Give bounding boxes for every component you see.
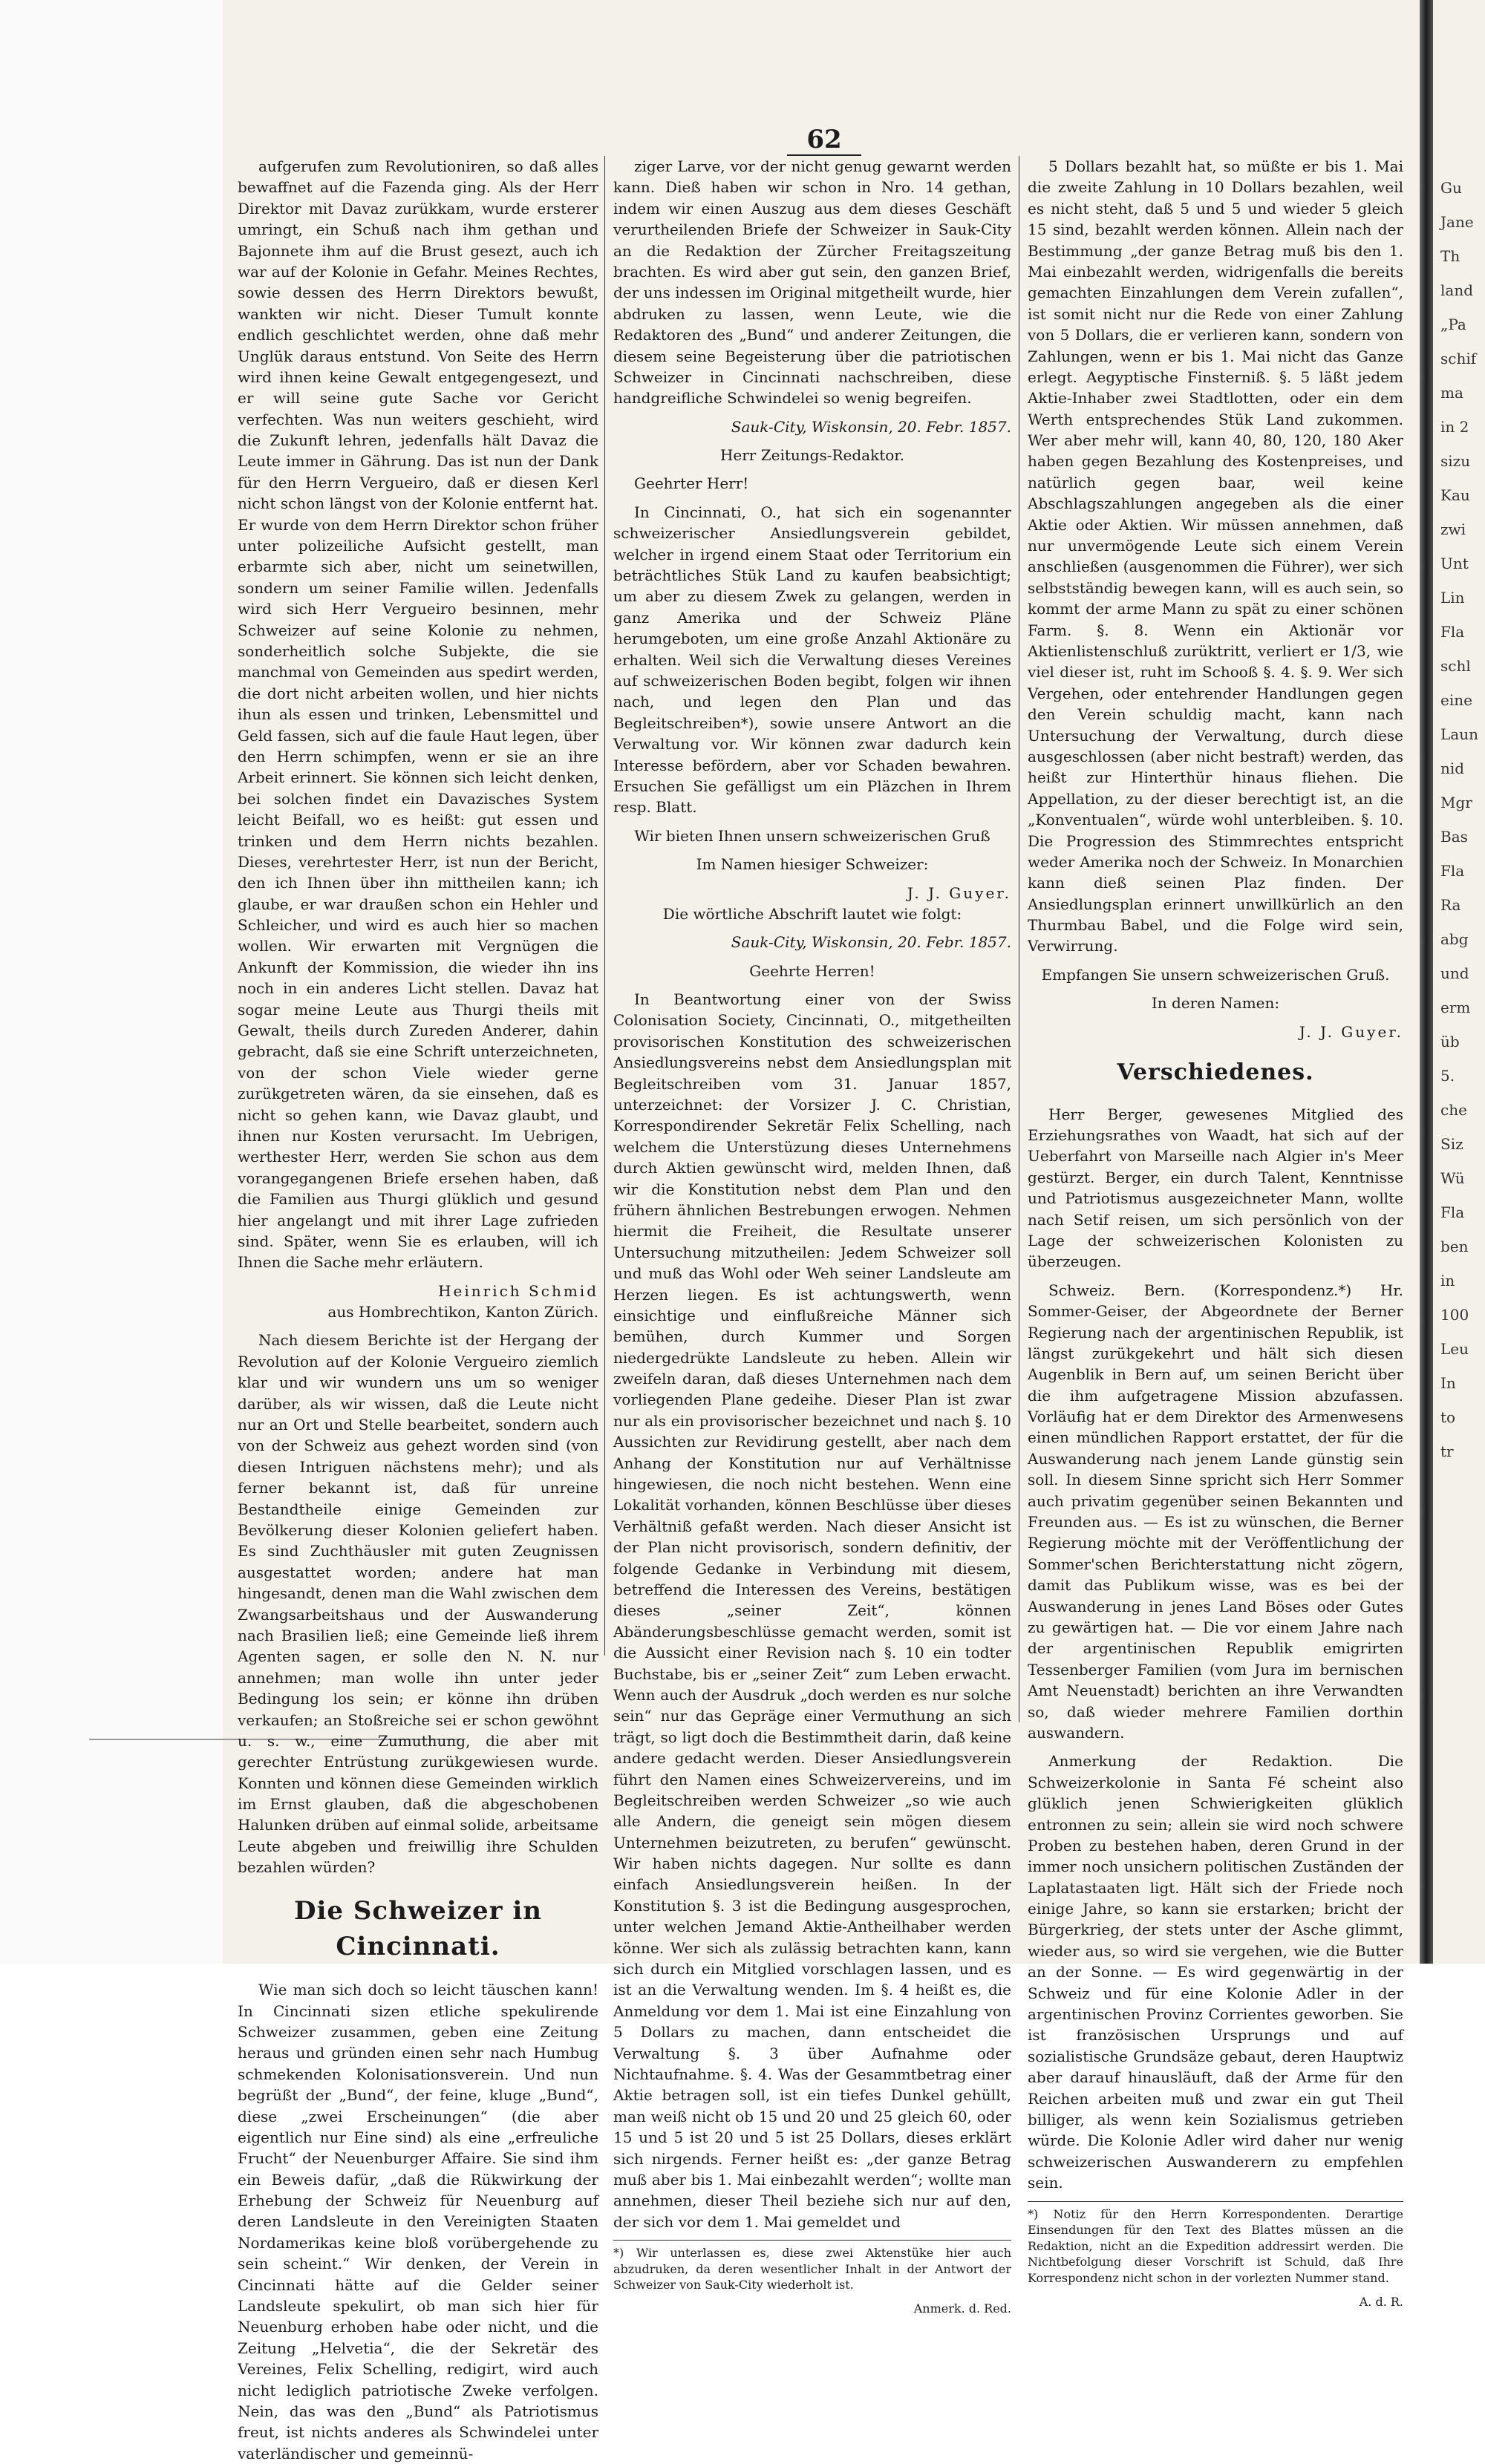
edge-fragment: Leu [1440,1340,1469,1358]
dateline: Sauk-City, Wiskonsin, 20. Febr. 1857. [731,417,1011,436]
copy-intro: Die wörtliche Abschrift lautet wie folgt: [662,904,962,923]
closing: Empfangen Sie unsern schweizerischen Gruß. [1041,965,1390,984]
article-paragraph: In Cincinnati, O., hat sich ein sogenannter schweizerischer Ansiedlungsverein gebildet, welcher in irgend einem Staat oder Territorium ein beträchtliches Stük Land zu kaufen beabsichtigt; um aber zu diesem Zwek zu gelangen, werden in ganz Amerika und der Schweiz Pläne herumgeboten, um eine große Anzahl Aktionäre zu erhalten. Weil sich die Verwaltung dieses Vereines auf schweizerischen Boden begibt, folgen wir ihnen nach, und legen den Plan und das Begleitschreiben*), sowie unsere Antwort an die Verwaltung vor. Wir können zwar dadurch kein Interesse befördern, aber vor Schaden bewahren. Ersuchen Sie gefälligst um ein Pläzchen in Ihrem resp. Blatt. [613,503,1011,817]
greeting: Wir bieten Ihnen unsern schweizerischen Gruß [634,826,990,845]
article-paragraph: Anmerkung der Redaktion. Die Schweizerkolonie in Santa Fé scheint also glüklich jenen Schwierigkeiten glüklich entronnen zu sein; allein sie wird noch schwere Proben zu bestehen haben, deren Grund in der immer noch unsichern politischen Zuständen der Laplatastaaten ligt. Hält sich der Friede noch einige Jahre, so kann sie erstarken; bricht der Bürgerkrieg, der stets unter der Asche glimmt, wieder aus, so wird sie vergehen, wie die Butter an der Sonne. — Es wird gegenwärtig in der Schweiz und für eine Kolonie Adler in der argentinischen Provinz Corrientes geworben. Sie ist französischen Ursprungs und auf sozialistische Grundsäze gebaut, deren Hauptwiz aber darauf hinausläuft, daß der Arme für den Reichen arbeiten muß und zwar ein gut Theil billiger, als wenn kein Sozialismus getrieben würde. Die Kolonie Adler wird daher nur wenig schweizerischen Auswanderern zu empfehlen sein. [1028,1752,1403,2192]
footnote-sign: A. d. R. [1359,2294,1403,2309]
edge-fragment: und [1440,964,1469,982]
article-paragraph: aufgerufen zum Revolutioniren, so daß alles bewaffnet auf die Fazenda ging. Als der Herr Direktor mit Davaz zurükkam, wurde ersterer umringt, ein Schuß nach ihm gethan und Bajonnete ihm auf die Brust gesezt, auch ich war auf der Kolonie in Gefahr. Meines Rechtes, sowie dessen des Herrn Direktors bewußt, wankten wir nicht. Dieser Tumult konnte endlich geschlichtet werden, ohne daß mehr Unglük daraus entstund. Von Seite des Herrn wird ihnen keine Gewalt entgegengesezt, und er will seine gute Sache vor Gericht verfechten. Was nun weiters geschieht, wird die Zukunft lehren, jedenfalls hält Davaz die Leute immer in Gährung. Das ist nun der Dank für den Herrn Vergueiro, daß er diesen Kerl nicht schon längst von der Kolonie entfernt hat. Er wurde von dem Herrn Direktor schon früher unter polizeiliche Aufsicht gestellt, man erbarmte sich aber, nicht um seinetwillen, sondern um seiner Familie willen. Jedenfalls wird sich Herr Vergueiro besinnen, mehr Schweizer auf seine Kolonie zu nehmen, sonderheitlich solche Subjekte, die sie manchmal von Gemeinden aus spedirt werden, die dort nicht arbeiten wollen, und hier nichts ihun als essen und trinken, Lebensmittel und Geld fassen, sich auf die faule Haut legen, über den Herrn schimpfen, wenn er sie an ihre Arbeit erinnert. Sie können sich leicht denken, bei solchen findet ein Davazisches System leicht Beifall, wo es heißt: gut essen und trinken und dem Herrn nichts bezahlen. Dieses, verehrtester Herr, ist nun der Bericht, den ich Ihnen über ihn mittheilen kann; ich glaube, er war draußen schon ein Hehler und Schleicher, und wird es auch hier so machen wollen. Wir erwarten mit Vergnügen die Ankunft der Kommission, die wieder ihn ins noch in ein anderes Licht stellen. Davaz hat sogar meine Leute aus Thurgi theils mit Gewalt, theils durch Zureden Anderer, dahin gebracht, daß sie eine Schrift unterzeichneten, von der schon Viele wieder gerne zurükgetreten wären, da sie einsehen, daß es nicht so gehen kann, wie Davaz glaubt, und ihnen nur Kosten verursacht. Im Uebrigen, werthester Herr, werden Sie schon aus dem vorangegangenen Briefe ersehen haben, daß die Familien aus Thurgi glüklich und gesund hier angelangt und mit ihrer Lage zufrieden sind. Später, wenn Sie es erlauben, will ich Ihnen die Sache mehr erläutern. [238,157,598,1272]
article-paragraph: Schweiz. Bern. (Korrespondenz.*) Hr. Sommer-Geiser, der Abgeordnete der Berner Regierung nach der argentinischen Republik, ist längst zurükgekehrt und hält sich diesen Augenblik in Bern auf, um seinen Bericht über die ihm aufgetragene Mission abzufassen. Vorläufig hat er dem Direktor des Armenwesens einen mündlichen Rapport erstattet, der für die Auswanderung nach jenem Lande günstig sein soll. In diesem Sinne spricht sich Herr Sommer auch privatim gegenüber seinen Bekannten und Freunden aus. — Es ist zu wünschen, die Berner Regierung möchte mit der Veröffentlichung der Sommer'schen Berichterstattung nicht zögern, damit das Publikum wisse, was es bei der Auswanderung in jenes Land Böses oder Gutes zu gewärtigen hat. — Die vor einem Jahre nach der argentinischen Republik emigrirten Tessenberger Familien (vom Jura im bernischen Amt Neuenstadt) berichten an ihre Verwandten so, daß wieder mehrere Familien dorthin auswandern. [1028,1281,1403,1742]
edge-fragment: üb [1440,1033,1460,1050]
edge-fragment: zwi [1440,520,1466,538]
edge-fragment: „Pa [1440,316,1466,333]
edge-fragment: Mgr [1440,794,1472,811]
left-margin [0,0,223,1964]
footnote-text: *) Notiz für den Herrn Korrespondenten. Derartige Einsendungen für den Text des Blattes müssen an die Redaktion, nicht an die Expedition addressirt werden. Die Nichtbefolgung dieser Vorschrift ist Schuld, daß Ihre Korrespondenz nicht schon in der vorlezten Nummer stand. [1028,2206,1403,2285]
article-paragraph: In Beantwortung einer von der Swiss Colonisation Society, Cincinnati, O., mitgetheilten provisorischen Konstitution des schweizerischen Ansiedlungsvereins nebst dem Ansiedlungsplan mit Begleitschreiben vom 31. Januar 1857, unterzeichnet: der Vorsizer J. C. Christian, Korrespondirender Sekretär Felix Schelling, nach welchem die Unterstüzung dieses Unternehmens durch Aktien gewünscht wird, melden Ihnen, daß wir die Konstitution nebst dem Plan und den frühern ähnlichen Bestrebungen erwogen. Nehmen hiermit die Freiheit, die Resultate unserer Untersuchung mitzutheilen: Jedem Schweizer soll und muß das Wohl oder Weh seiner Landsleute am Herzen liegen. Es ist achtungswerth, wenn einsichtige und einflußreiche Männer sich bemühen, durch Kummer und Sorgen niedergedrükte Landsleute zu heben. Allein wir zweifeln daran, daß dieses Unternehmen nach dem vorliegenden Plane gedeihe. Dieser Plan ist zwar nur als ein provisorischer bezeichnet und nach §. 10 Aussichten zur Revidirung gestellt, aber nach dem Anhang der Konstitution nur auf Verhältnisse hingewiesen, die noch nicht bestehen. Wenn eine Lokalität vorhanden, können Beschlüsse über dieses Verhältniß gefaßt werden. Nach dieser Ansicht ist der Plan nicht provisorisch, sondern definitiv, der folgende Gedanke in Verbindung mit diesem, betreffend die Interessen des Vereins, bestätigen dieses „seiner Zeit“, können Abänderungsbeschlüsse gemacht werden, somit ist die Aussicht einer Revision nach §. 10 ein todter Buchstabe, bis er „seiner Zeit“ zum Leben erwacht. Wenn auch der Ausdruk „doch werden es nur solche sein“ nur das Gepräge einer Vermuthung an sich trägt, so ligt doch die Bestimmtheit darin, daß keine andere gedacht werden. Dieser Ansiedlungsverein führt den Namen eines Schweizervereins, und im Begleitschreiben werden Schweizer „so wie auch alle Andern, die geneigt sein mögen diesem Unternehmen beizutreten, zu berufen“ gewünscht. Wir haben nichts dagegen. Nur sollte es dann einfach Ansiedlungsverein heißen. In der Konstitution §. 3 ist die Bedingung ausgesprochen, unter welchen Jemand Aktie-Antheilhaber werden könne. Wer sich als zulässig betrachten kann, kann sich durch ein Mitglied vorschlagen lassen, und es ist an die Verwaltung wenden. Im §. 4 heißt es, die Anmeldung vor dem 1. Mai ist eine Einzahlung von 5 Dollars zu machen, dann entscheidet die Verwaltung §. 3 über Aufnahme oder Nichtaufnahme. §. 4. Was der Gesammtbetrag einer Aktie betragen soll, ist ein tiefes Dunkel gehüllt, man weiß nicht ob 15 und 20 und 25 gleich 60, oder 15 und 5 ist 20 und 5 ist 25 Dollars, dieses erklärt sich nirgends. Ferner heißt es: „der ganze Betrag muß aber bis 1. Mai einbezahlt werden“; wollte man annehmen, dieser Theil beziehe sich nur auf den, der sich vor dem 1. Mai gemeldet und [613,990,1011,2231]
in-name: Im Namen hiesiger Schweizer: [696,855,929,874]
article-paragraph: Wie man sich doch so leicht täuschen kann! In Cincinnati sizen etliche spekulirende Schweizer zusammen, geben eine Zeitung heraus und gründen einen sehr nach Humbug schmekenden Kolonisationsverein. Und nun begrüßt der „Bund“, der feine, kluge „Bund“, diese „zwei Erscheinungen“ (die aber eigentlich nur Eine sind) als eine „erfreuliche Frucht“ der Neuenburger Affaire. Sie sind ihm ein Beweis dafür, „daß die Rükwirkung der Erhebung der Schweiz für Neuenburg auf deren Landsleute in den Vereinigten Staaten Nordamerikas keine bloß vorübergehende zu sein scheint.“ Wir denken, der Verein in Cincinnati hätte auf die Gelder seiner Landsleute spekulirt, ob man sich hier für Neuenburg erhoben habe oder nicht, und die Zeitung „Helvetia“, die der Sekretär des Vereines, Felix Schelling, redigirt, wird auch nicht lediglich patriotische Zweke verfolgen. Nein, das was den „Bund“ als Patriotismus freut, ist nichts anderes als Schwindelei unter vaterländischer und gemeinnü- [238,1981,598,2463]
article-paragraph: 5 Dollars bezahlt hat, so müßte er bis 1. Mai die zweite Zahlung in 10 Dollars bezahlen, weil es nicht steht, daß 5 und 5 und wieder 5 gleich 15 sind, bezahlt werden können. Allein nach der Bestimmung „der ganze Betrag muß bis den 1. Mai einbezahlt werden, widrigenfalls die bereits gemachten Einzahlungen dem Verein zufallen“, ist somit nicht nur die Rede von einer Zahlung von 5 Dollars, die er verlieren kann, sondern von Zahlungen, wenn er bis 1. Mai nicht das Ganze erlegt. Aegyptische Finsterniß. §. 5 läßt jedem Aktie-Inhaber zwei Stadtlotten, oder ein dem Werth entsprechendes Stük Land zukommen. Wer aber mehr will, kann 40, 80, 120, 180 Aker haben gegen Bezahlung des Kostenpreises, und natürlich gegen baar, weil keine Abschlagszahlungen angegeben als die einer Aktie oder Aktien. Wir müssen annehmen, daß nur unvermögende Leute sich einem Verein anschließen (ausgenommen die Führer), wer sich selbstständig bewegen kann, will es auch sein, so kommt der arme Mann zu spät zu einer schönen Farm. §. 8. Wenn ein Aktionär vor Aktienlistenschluß zurüktritt, verliert er 1/3, wie viel dieser ist, ruht im Schooß §. 4. §. 9. Wer sich Vergehen, oder entehrender Handlungen gegen den Verein schuldig macht, kann nach Untersuchung der Verwaltung, durch diese ausgeschlossen (aber nicht bestraft) werden, das heißt zur Hinterthür hinaus fliehen. Die Appellation, zu der dieser berechtigt ist, an die „Konventualen“, würde wohl unterbleiben. §. 10. Die Progression des Stimmrechtes entspricht weder Amerika noch der Schweiz. In Monarchien kann dieß seinen Plaz finden. Der Ansiedlungsplan erinnert unwillkürlich an den Thurmbau Babel, und die Folge wird sein, Verwirrung. [1028,157,1403,955]
edge-fragment: to [1440,1408,1456,1426]
article-paragraph: Herr Berger, gewesenes Mitglied des Erziehungsrathes von Waadt, hat sich auf der Ueberfahrt von Marseille nach Algier in's Meer gestürzt. Berger, ein durch Talent, Kenntnisse und Patriotismus ausgezeichneter Mann, wollte nach Setif reisen, um sich persönlich von der Lage der schweizerischen Kolonisten zu überzeugen. [1028,1105,1403,1271]
edge-fragment: sizu [1440,452,1471,470]
in-name: In deren Namen: [1151,994,1280,1013]
edge-fragment: ben [1440,1238,1469,1255]
signer: J. J. Guyer. [907,883,1011,902]
salutation: Geehrte Herren! [749,961,875,980]
edge-fragment: 100 [1440,1306,1469,1324]
footnote [613,2240,1011,2316]
edge-fragment: Wü [1440,1169,1465,1187]
edge-fragment: land [1440,281,1474,299]
edge-fragment: schl [1440,657,1471,675]
edge-fragment: Unt [1440,555,1469,572]
edge-fragment: abg [1440,930,1469,948]
edge-fragment: Laun [1440,725,1478,743]
edge-fragment: erm [1440,999,1471,1016]
adjacent-page-edge [1440,171,1485,1566]
edge-fragment: tr [1440,1442,1454,1460]
footnote-text: *) Wir unterlassen es, diese zwei Aktenstüke hier auch abzudruken, da deren wesentlicher Inhalt in der Antwort der Schweizer von Sauk-City wiederholt ist. [613,2246,1011,2293]
edge-fragment: Ra [1440,896,1461,914]
footnote [1028,2201,1403,2310]
column-3 [1028,156,1403,2309]
signer: J. J. Guyer. [1299,1022,1403,1041]
edge-fragment: 5. [1440,1067,1455,1085]
edge-fragment: In [1440,1374,1456,1392]
edge-fragment: in 2 [1440,418,1469,436]
page-number: 62 [787,125,861,156]
edge-fragment: Fla [1440,623,1465,641]
edge-fragment: Th [1440,247,1460,265]
column-2 [613,156,1011,2316]
edge-fragment: Siz [1440,1135,1463,1153]
article-paragraph: Nach diesem Berichte ist der Hergang der Revolution auf der Kolonie Vergueiro ziemlich klar und wir wundern uns um so weniger darüber, als wir wissen, daß die Leute nicht nur an Ort und Stelle bearbeitet, sondern auch von der Schweiz aus gehezt worden sind (von diesen Intriguen nächstens mehr); und als ferner bekannt ist, daß für unreine Bestandtheile einige Gemeinden zur Bevölkerung dieser Kolonien geliefert haben. Es sind Zuchthäusler mit guten Zeugnissen ausgestattet worden; andere hat man hingesandt, denen man die Wahl zwischen dem Zwangsarbeitshaus und der Auswanderung nach Brasilien ließ; eine Gemeinde ließ ihrem Agenten sagen, er solle den N. N. nur annehmen; man wolle ihn unter jeder Bedingung los sein; er könne ihn drüben verkaufen; an Stoßreiche sei er schon gewöhnt u. s. w., eine Zumuthung, die aber mit gerechter Entrüstung zurükgewiesen wurde. Konnten und können diese Gemeinden wirklich im Ernst glauben, daß die abgeschobenen Halunken drüben auf einmal solide, arbeitsame Leute abgeben und freiwillig ihre Schulden bezahlen würden? [238,1331,598,1877]
column-rule [604,156,605,1656]
column-1 [238,156,598,2463]
edge-fragment: Gu [1440,179,1462,197]
binding-shadow [1420,0,1433,1964]
edge-fragment: eine [1440,691,1472,709]
section-heading: Verschiedenes. [1117,1059,1314,1086]
edge-fragment: schif [1440,350,1477,367]
salutation: Geehrter Herr! [634,474,749,493]
article-paragraph: ziger Larve, vor der nicht genug gewarnt werden kann. Dieß haben wir schon in Nro. 14 gethan, indem wir einen Auszug aus dem dieses Geschäft verurtheilenden Briefe der Schweizer in Sauk-City an die Redaktion der Zürcher Freitagszeitung brachten. Es wird aber gut sein, den ganzen Brief, der uns indessen im Original mitgetheilt wurde, hier abdruken zu lassen, wenn Leute, wie die Redaktoren des „Bund“ und anderer Zeitungen, die diesem seine Begeisterung über die patriotischen Schweizer in Cincinnati nachschreiben, diese handgreifliche Schwindelei so wenig begreifen. [613,157,1011,408]
dateline: Sauk-City, Wiskonsin, 20. Febr. 1857. [731,933,1011,952]
signature-place: aus Hombrechtikon, Kanton Zürich. [327,1303,598,1321]
edge-fragment: Jane [1440,213,1474,231]
signature-name: Heinrich Schmid [438,1281,598,1300]
edge-fragment: Kau [1440,486,1470,504]
addressee: Herr Zeitungs-Redaktor. [719,446,905,465]
edge-fragment: Fla [1440,1203,1465,1221]
edge-fragment: nid [1440,759,1465,777]
edge-fragment: Bas [1440,828,1468,846]
edge-fragment: ma [1440,384,1463,402]
footnote-sign: Anmerk. d. Red. [913,2301,1011,2316]
edge-fragment: Fla [1440,862,1465,880]
edge-fragment: che [1440,1101,1467,1119]
edge-fragment: Lin [1440,589,1465,607]
article-heading: Die Schweizer in Cincinnati. [294,1895,542,1961]
edge-fragment: in [1440,1272,1455,1290]
